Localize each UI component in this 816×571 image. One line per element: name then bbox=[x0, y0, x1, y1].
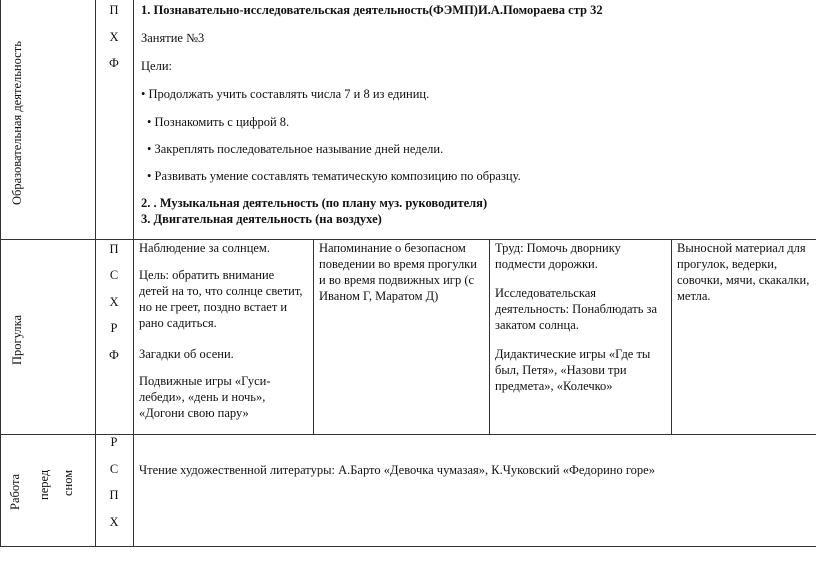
labor-task: Труд: Помочь дворнику подмести дорожки. bbox=[495, 241, 621, 271]
goals-heading: Цели: bbox=[141, 59, 172, 73]
letter: Х bbox=[109, 30, 119, 44]
goal-item: • Развивать умение составлять тематическую композицию по образцу. bbox=[147, 169, 521, 183]
col-divider bbox=[313, 239, 314, 435]
activity-line: 2. . Музыкальная деятельность (по плану муз. руководителя) bbox=[141, 196, 488, 210]
goal-item: • Познакомить с цифрой 8. bbox=[147, 115, 290, 129]
table-border-left bbox=[0, 0, 1, 547]
col-divider bbox=[489, 239, 490, 435]
walk-goal: Цель: обратить внимание детей на то, что солнце светит, но не греет, поздно встает и рано садиться. bbox=[139, 268, 303, 330]
letter: П bbox=[109, 3, 119, 17]
letter: С bbox=[109, 268, 119, 282]
reading-text: Чтение художественной литературы: А.Барто «Девочка чумазая», К.Чуковский «Федорино горе» bbox=[139, 463, 655, 477]
walk-riddles: Загадки об осени. bbox=[139, 347, 234, 361]
didactic-games: Дидактические игры «Где ты был, Петя», «Назови три предмета», «Колечко» bbox=[495, 347, 651, 393]
section-label: перед bbox=[37, 469, 51, 500]
letter: П bbox=[109, 488, 119, 502]
section-label: сном bbox=[61, 469, 75, 496]
section-label: Прогулка bbox=[10, 314, 24, 365]
lesson-number: Занятие №3 bbox=[141, 31, 205, 45]
outdoor-materials: Выносной материал для прогулок, ведерки, совочки, мячи, скакалки, метла. bbox=[677, 241, 810, 303]
letter: Х bbox=[109, 515, 119, 529]
walk-games: Подвижные игры «Гуси-лебеди», «день и ночь», «Догони свою пару» bbox=[139, 374, 271, 420]
research-activity: Исследовательская деятельность: Понаблюдать за закатом солнца. bbox=[495, 286, 658, 332]
letter: Х bbox=[109, 295, 119, 309]
section-label: Работа bbox=[8, 473, 22, 510]
safety-reminder: Напоминание о безопасном поведении во время прогулки и во время подвижных игр (с Иваном Г, Маратом Д) bbox=[319, 241, 477, 303]
letter: П bbox=[109, 242, 119, 256]
letter: Ф bbox=[109, 56, 119, 70]
section-label: Образовательная деятельность bbox=[10, 41, 24, 205]
letter: Ф bbox=[109, 348, 119, 362]
row-divider bbox=[0, 546, 816, 547]
walk-observation: Наблюдение за солнцем. bbox=[139, 241, 270, 255]
goal-item: • Продолжать учить составлять числа 7 и 8 из единиц. bbox=[141, 87, 430, 101]
col-divider bbox=[671, 239, 672, 435]
activity-line: 1. Познавательно-исследовательская деятельность(ФЭМП)И.А.Помораева стр 32 bbox=[141, 3, 603, 17]
letter: Р bbox=[110, 321, 118, 335]
activity-line: 3. Двигательная деятельность (на воздухе) bbox=[141, 212, 382, 226]
letter: С bbox=[109, 462, 119, 476]
goal-item: • Закреплять последовательное называние дней недели. bbox=[147, 142, 444, 156]
letter: Р bbox=[110, 435, 118, 449]
col-divider bbox=[133, 0, 134, 547]
